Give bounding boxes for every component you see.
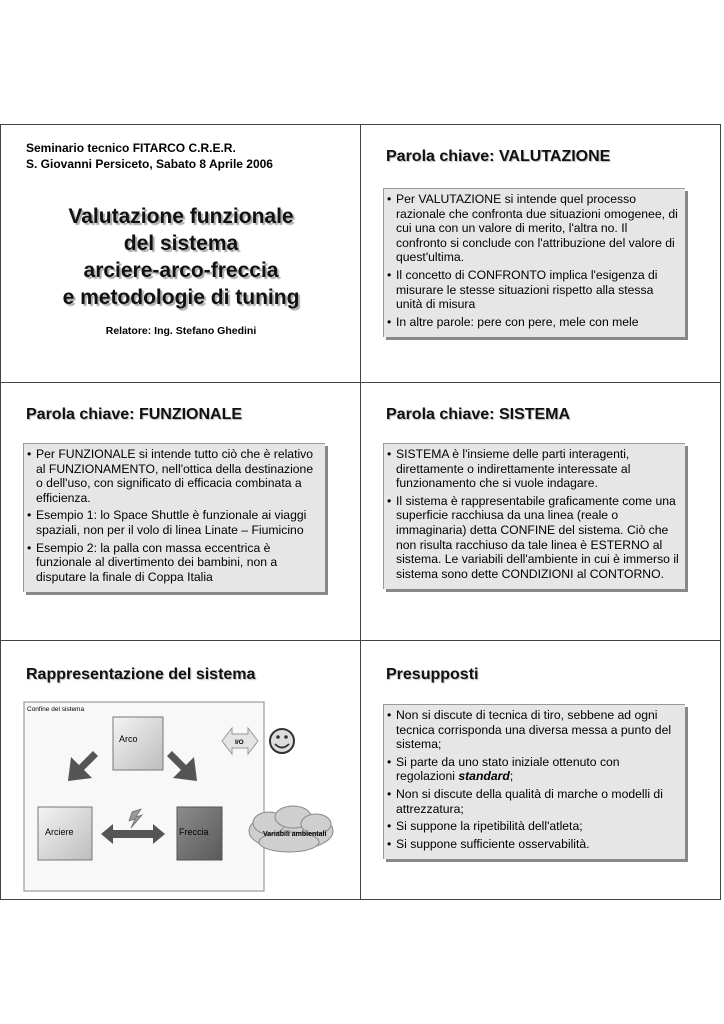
bullet-dot-icon: • (387, 447, 392, 461)
bullet-dot-icon: • (387, 819, 392, 834)
slide-title: Presupposti (386, 666, 479, 683)
bullet-text: Non si discute della qualità di marche o modelli di attrezzatura; (396, 786, 663, 816)
bullet-text: In altre parole: pere con pere, mele con mele (396, 314, 639, 329)
bullet-dot-icon: • (387, 836, 392, 851)
bullet-dot-icon: • (387, 708, 392, 722)
bullet-item (387, 708, 681, 752)
speaker-line: Relatore: Ing. Stefano Ghedini (105, 325, 257, 337)
bullet-dot-icon: • (387, 267, 392, 282)
bullet-text: Per VALUTAZIONE si intende quel processo razionale che confronta due situazioni omogenee, di cui una con un valore di merito, l'altra no. Il confronto si conclude con l'attribuzione del valore di quest'ultima. (396, 192, 678, 265)
slide-title: Parola chiave: SISTEMA (386, 406, 571, 423)
bullet-text: Non si discute di tecnica di tiro, sebbene ad ogni tecnica corrisponda una diversa messa a punto del sistema; (396, 708, 672, 752)
bullet-item (387, 268, 681, 312)
bullet-text: Si suppone sufficiente osservabilità. (396, 836, 590, 851)
bullet-text-part: Si parte da uno stato iniziale ottenuto con regolazioni (396, 754, 620, 784)
slide-1 (0, 124, 361, 383)
io-label: I/O (235, 739, 244, 746)
seminar-header-line2: S. Giovanni Persiceto, Sabato 8 Aprile 2006 (26, 157, 273, 171)
bullet-dot-icon: • (387, 192, 392, 206)
slide-6 (360, 640, 721, 900)
slide-title: Parola chiave: VALUTAZIONE (386, 148, 611, 165)
bullet-item (387, 192, 681, 265)
environment-cloud-icon (249, 806, 333, 852)
bullet-box (383, 188, 685, 337)
bullet-item (387, 447, 681, 491)
bullet-item (27, 508, 321, 537)
bullet-item (387, 819, 681, 834)
slide-title: Rappresentazione del sistema (26, 666, 256, 683)
main-title-line: arciere-arco-freccia (83, 259, 279, 282)
main-title-line: e metodologie di tuning (62, 286, 300, 309)
bullet-item (387, 787, 681, 816)
bullet-text: Esempio 2: la palla con massa eccentrica è funzionale al divertimento dei bambini, non a disputare la finale di Coppa Italia (36, 540, 278, 584)
bullet-item (27, 447, 321, 505)
slide-3 (0, 382, 361, 641)
bullet-dot-icon: • (27, 508, 32, 523)
bullet-box (23, 443, 325, 592)
bullet-dot-icon: • (387, 754, 392, 769)
bullet-text: Il sistema è rappresentabile graficamente come una superficie racchiusa da una linea (reale o immaginaria) detta CONFINE del sistema. Ciò che non risulta racchiuso da tale linea è ESTERNO al sistema. Le variabili dell'ambiente in cui è immerso il sistema sono dette CONDIZIONI al CONTORNO. (396, 493, 679, 581)
main-title (21, 203, 341, 311)
bullet-text-part: ; (509, 769, 514, 784)
slide-grid (1, 125, 721, 900)
node-freccia-label: Freccia (179, 827, 209, 837)
main-title-line: del sistema (123, 232, 239, 255)
slide-title: Parola chiave: FUNZIONALE (26, 406, 243, 423)
bullet-item (387, 494, 681, 582)
bullet-text (396, 755, 681, 784)
slide-4 (360, 382, 721, 641)
bullet-dot-icon: • (387, 786, 392, 801)
bullet-box (383, 704, 685, 859)
boundary-label: Confine del sistema (27, 706, 85, 713)
bullet-item (387, 315, 681, 330)
bullet-text: Il concetto di CONFRONTO implica l'esigenza di misurare le stesse situazioni rispetto alla stessa unità di misura (396, 267, 658, 312)
bullet-text: Si suppone la ripetibilità dell'atleta; (396, 819, 583, 834)
system-diagram (1, 641, 361, 900)
bullet-text: Per FUNZIONALE si intende tutto ciò che è relativo al FUNZIONAMENTO, nell'ottica della destinazione o dell'uso, con significato di efficacia combinata a efficienza. (36, 447, 314, 505)
main-title-line: Valutazione funzionale (68, 205, 294, 228)
bullet-text: Esempio 1: lo Space Shuttle è funzionale ai viaggi spaziali, non per il volo di linea Linate – Fiumicino (36, 508, 307, 537)
bullet-item (387, 755, 681, 784)
bullet-dot-icon: • (387, 314, 392, 329)
bullet-item (27, 541, 321, 585)
bullet-dot-icon: • (387, 493, 392, 508)
node-arciere-label: Arciere (45, 827, 74, 837)
bullet-item (387, 837, 681, 852)
bullet-emphasis: standard (458, 769, 510, 784)
slide-5 (0, 640, 361, 900)
slide-2 (360, 124, 721, 383)
bullet-dot-icon: • (27, 447, 32, 461)
smiley-icon (270, 729, 294, 753)
environment-label: Variabili ambientali (263, 831, 327, 838)
bullet-text: SISTEMA è l'insieme delle parti interagenti, direttamente o indirettamente interessate al funzionamento che si vuole indagare. (396, 447, 631, 491)
bullet-box (383, 443, 685, 589)
node-arco-label: Arco (119, 734, 138, 744)
bullet-dot-icon: • (27, 540, 32, 555)
seminar-header-line1: Seminario tecnico FITARCO C.R.E.R. (26, 141, 236, 155)
